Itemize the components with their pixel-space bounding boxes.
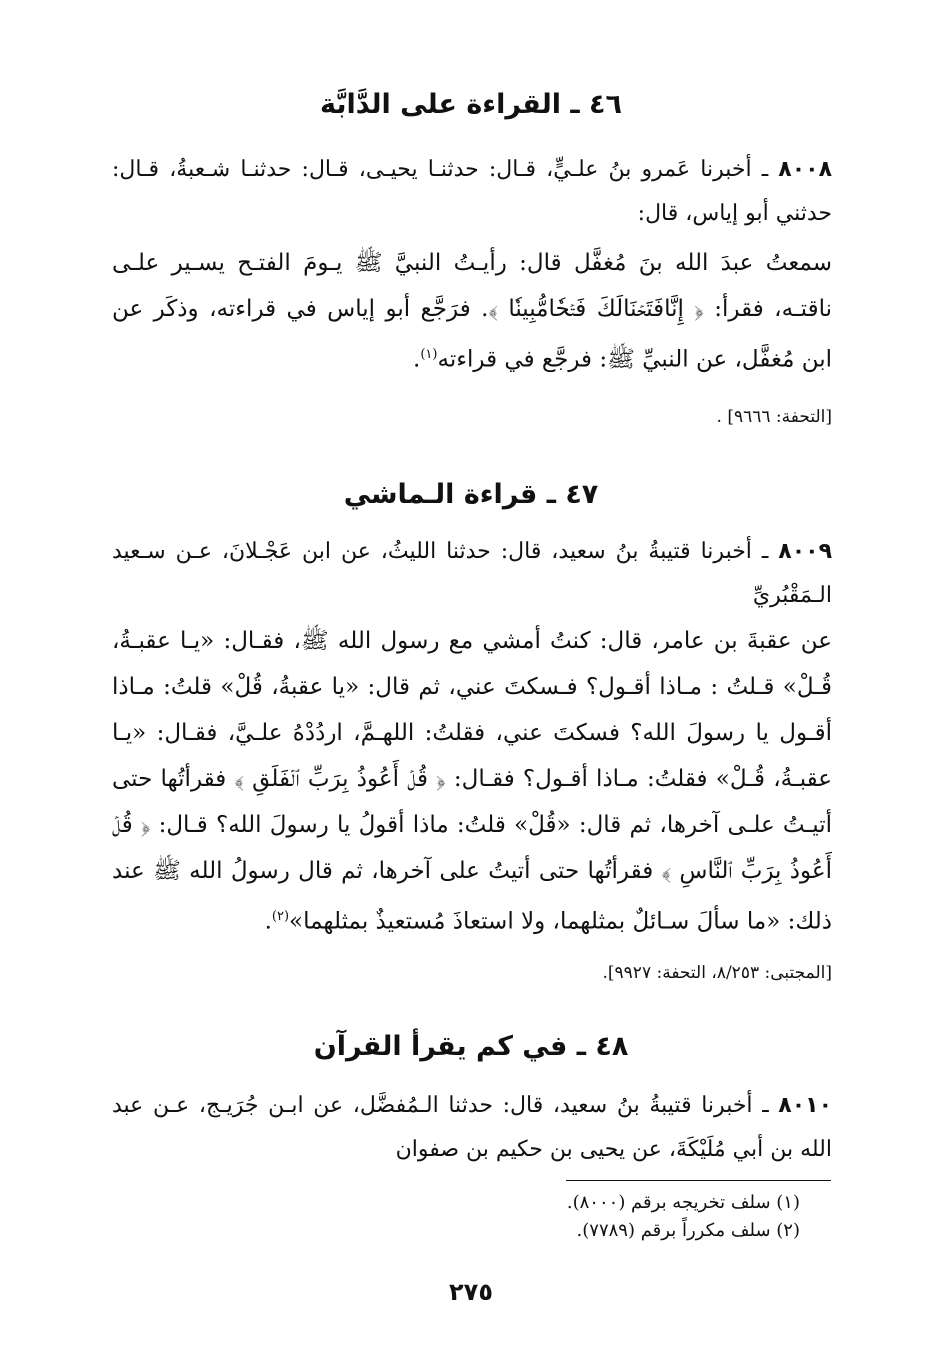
hadith-number: ٨٠١٠ — [778, 1093, 832, 1118]
isnad-text: ـ أخبرنا قتيبةُ بنُ سعيد، قال: حدثنا الـمُفضَّل، عن ابـن جُرَيـج، عـن عبد الله بن أبي مُلَيْكَةَ، عن يحيى بن حكيم بن صفوان — [112, 1093, 832, 1162]
reference-8008: [التحفة: ٩٦٦٦] . — [716, 407, 832, 427]
matn-end: . — [264, 908, 272, 935]
footnote-marker[interactable]: (١) — [420, 347, 438, 362]
footnote-divider — [566, 1180, 831, 1181]
section-heading-46: ٤٦ ـ القراءة على الدَّابَّة — [320, 89, 622, 120]
hadith-8008-isnad — [112, 148, 832, 236]
page-number: ٢٧٥ — [449, 1278, 493, 1306]
hadith-8008-matn — [112, 240, 832, 383]
hadith-8009-isnad — [112, 530, 832, 618]
footnote-2: (٢) سلف مكرراً برقم (٧٧٨٩). — [576, 1220, 800, 1241]
matn-text: عن عقبةَ بن عامر، قال: كنتُ أمشي مع رسول الله ﷺ، فقـال: «يـا عقبـةُ، قُـلْ» قـلتُ : مـاذا أقـول؟ فـسكتَ عني، ثم قال: «يا عقبةُ، قُلْ» قلتُ: مـاذا أقـول يا رسولَ الله؟ فسكتَ عني، فقلتُ: اللهـمَّ، اردُدْهُ علـيَّ، فقـال: «يـا عقبـةُ، قُـلْ» فقلتُ: مـاذا أقـول؟ فقـال: ﴿ قُلۡ أَعُوذُ بِرَبِّ ٱلۡفَلَقِ ﴾ فقرأتُها حتى أتيـتُ علـى آخرها، ثم قال: «قُلْ» قلتُ: ماذا أقولُ يا رسولَ الله؟ قـال: ﴿ قُلۡ أَعُوذُ بِرَبِّ ٱلنَّاسِ ﴾ فقرأتُها حتى أتيتُ على آخرها، ثم قال رسولُ الله ﷺ عند ذلك: «ما سألَ سـائلٌ بمثلهما، ولا استعاذَ مُستعيذٌ بمثلهما» — [112, 628, 832, 935]
footnote-marker[interactable]: (٢) — [271, 909, 290, 924]
hadith-number: ٨٠٠٩ — [778, 539, 832, 564]
isnad-text: ـ أخبرنا عَمرو بنُ علـيٍّ، قـال: حدثنـا يحيـى، قـال: حدثنـا شـعبةُ، قـال: حدثني أبو إياس، قال: — [112, 157, 832, 226]
isnad-text: ـ أخبرنا قتيبةُ بنُ سعيد، قال: حدثنا الليثُ، عن ابن عَجْـلانَ، عـن سـعيد الـمَقْبُريِّ — [112, 539, 832, 608]
hadith-8010-isnad — [112, 1084, 832, 1172]
reference-8009: [المجتبى: ٨/٢٥٣، التحفة: ٩٩٢٧]. — [602, 963, 832, 983]
hadith-8009-matn — [112, 618, 832, 945]
matn-text: سمعتُ عبدَ الله بنَ مُغفَّل قال: رأيـتُ النبيَّ ﷺ يـومَ الفتـح يسـير علـى ناقتـه، فقرأ: ﴿ إِنَّافَتَحۡنَالَكَ فَتۡحٗامُّبِينٗا ﴾. فرَجَّع أبو إياس في قراءته، وذكَر عن ابن مُغفَّل، عن النبيِّ ﷺ: فرجَّع في قراءته — [112, 250, 832, 373]
section-heading-47: ٤٧ ـ قراءة الـماشي — [343, 479, 599, 510]
section-heading-48: ٤٨ ـ في كم يقرأ القرآن — [313, 1031, 629, 1062]
matn-end: . — [413, 346, 421, 373]
hadith-number: ٨٠٠٨ — [778, 157, 832, 182]
footnote-1: (١) سلف تخريجه برقم (٨٠٠٠). — [566, 1192, 800, 1213]
